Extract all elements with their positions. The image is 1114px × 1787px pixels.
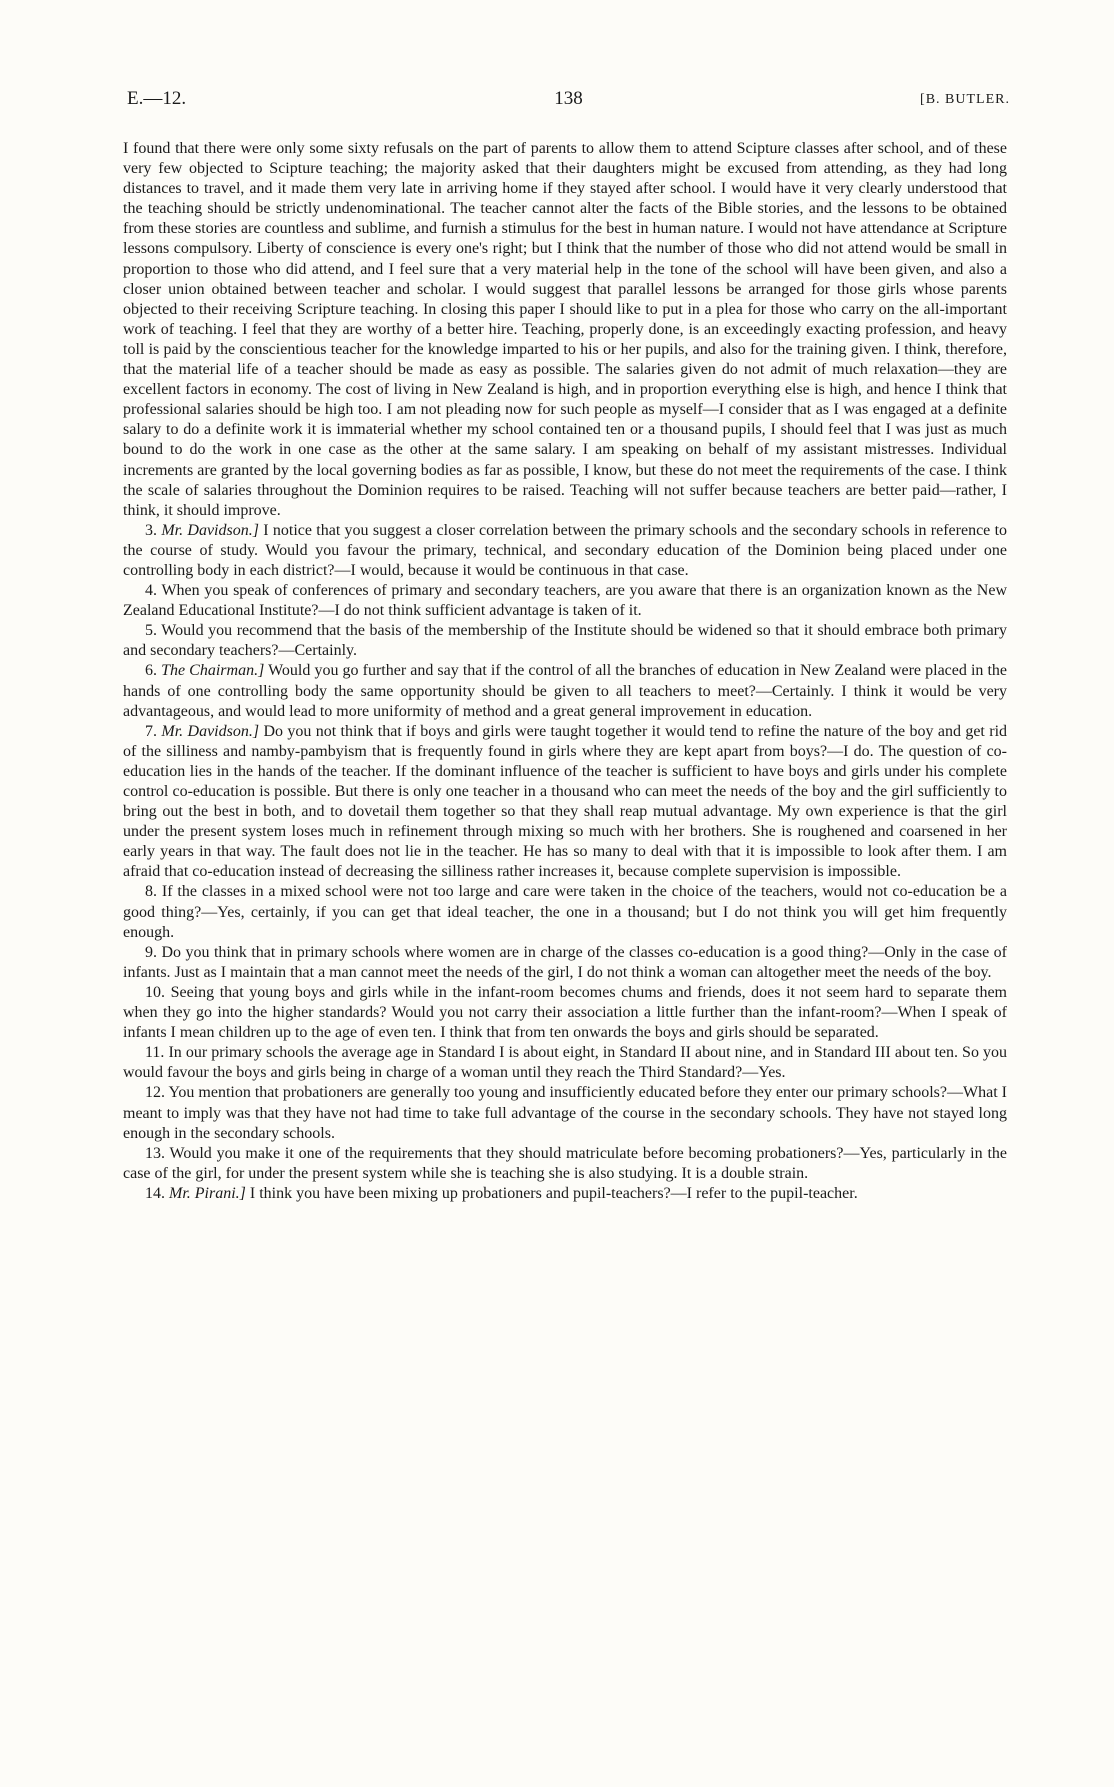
question-text: Would you recommend that the basis of the membership of the Institute should be widened so that it should embrace both primary and secondary teachers?—Certainly. [123, 622, 1008, 660]
question-number: 4. [145, 582, 157, 600]
question-number: 5. [145, 622, 157, 640]
question-4 [123, 581, 1007, 621]
page-number: 138 [554, 88, 583, 109]
question-number: 13. [145, 1144, 165, 1162]
speaker: Mr. Pirani.] [169, 1184, 246, 1202]
speaker: Mr. Davidson.] [161, 722, 260, 740]
question-13 [123, 1144, 1007, 1184]
speaker: The Chairman.] [161, 662, 265, 680]
question-text: You mention that probationers are generally too young and insufficiently educated before they enter our primary schools?—What I meant to imply was that they have not had time to take full advantage of the course in the secondary schools. They have not stayed long enough in the secondary schools. [123, 1084, 1008, 1142]
question-text: Do you not think that if boys and girls were taught together it would tend to refine the nature of the boy and get rid of the silliness and namby-pambyism that is frequently found in girls where they are kept apart from boys?—I do. The question of co-education lies in the hands of the teacher. If the dominant influence of the teacher is sufficient to have boys and girls under his complete control co-education is possible. But there is only one teacher in a thousand who can meet the needs of the boy and the girl sufficiently to bring out the best in both, and to dovetail them together so that they shall reap mutual advantage. My own experience is that the girl under the present system loses much in refinement through mixing so much with her brothers. She is roughened and coarsened in her early years in that way. The fault does not lie in the teacher. He has so many to deal with that it is impossible to look after them. I am afraid that co-education instead of decreasing the silliness rather increases it, because complete supervision is impossible. [123, 722, 1008, 881]
question-text: In our primary schools the average age in Standard I is about eight, in Standard II about nine, and in Standard III about ten. So you would favour the boys and girls being in charge of a woman until they reach the Third Standard?—Yes. [123, 1044, 1007, 1082]
question-number: 7. [145, 722, 157, 740]
question-6 [123, 661, 1007, 721]
question-number: 8. [145, 883, 157, 901]
question-text: Would you make it one of the requirements that they should matriculate before becoming probationers?—Yes, particularly in the case of the girl, for under the present system while she is teaching she is also studying. It is a double strain. [123, 1144, 1007, 1182]
question-text: Would you go further and say that if the control of all the branches of education in New Zealand were placed in the hands of one controlling body the same opportunity should be given to all teachers to meet?—Certainly. I think it would be very advantageous, and would lead to more uniformity of method and a great general improvement in education. [123, 662, 1008, 720]
question-14 [123, 1184, 1007, 1204]
question-number: 11. [145, 1044, 165, 1062]
question-7 [123, 722, 1007, 883]
question-text: If the classes in a mixed school were not too large and care were taken in the choice of the teachers, would not co-education be a good thing?—Yes, certainly, if you can get that ideal teacher, the one in a thousand; but I do not think you will get him frequently enough. [123, 883, 1008, 941]
question-text: I notice that you suggest a closer correlation between the primary schools and the secondary schools in reference to the course of study. Would you favour the primary, technical, and secondary education of the Dominion being placed under one controlling body in each district?—I would, because it would be continuous in that case. [123, 521, 1008, 579]
question-text: I think you have been mixing up probationers and pupil-teachers?—I refer to the pupil-teacher. [245, 1184, 858, 1202]
question-5 [123, 621, 1007, 661]
question-9 [123, 943, 1007, 983]
question-text: Do you think that in primary schools where women are in charge of the classes co-education is a good thing?—Only in the case of infants. Just as I maintain that a man cannot meet the needs of the girl, I do not think a woman can altogether meet the needs of the boy. [123, 943, 1008, 981]
question-text: When you speak of conferences of primary and secondary teachers, are you aware that there is an organization known as the New Zealand Educational Institute?—I do not think sufficient advantage is taken of it. [123, 582, 1007, 620]
question-number: 10. [145, 983, 165, 1001]
question-number: 3. [145, 521, 157, 539]
page-header [127, 88, 1010, 118]
witness-name: [B. BUTLER. [920, 92, 1010, 107]
paragraph-continuation: I found that there were only some sixty refusals on the part of parents to allow them to attend Scipture classes after school, and of these very few objected to Scipture teaching; the majority asked that their daughters might be excused from attending, as they had long distances to travel, and it made them very late in arriving home if they stayed after school. I would have it very clearly understood that the teaching should be strictly undenominational. The teacher cannot alter the facts of the Bible stories, and the lessons to be obtained from these stories are countless and sublime, and furnish a stimulus for the best in human nature. I would not have attendance at Scripture lessons compulsory. Liberty of conscience is every one's right; but I think that the number of those who did not attend would be small in proportion to those who did attend, and I feel sure that a very material help in the tone of the school will have been given, and also a closer union obtained between teacher and scholar. I would suggest that parallel lessons be arranged for those girls whose parents objected to their receiving Scripture teaching. In closing this paper I should like to put in a plea for those who carry on the all-important work of teaching. I feel that they are worthy of a better hire. Teaching, properly done, is an exceedingly exacting profession, and heavy toll is paid by the conscientious teacher for the knowledge imparted to his or her pupils, and also for the training given. I think, therefore, that the material life of a teacher should be made as easy as possible. The salaries given do not admit of much relaxation—they are excellent factors in economy. The cost of living in New Zealand is high, and in proportion everything else is high, and hence I think that professional salaries should be high too. I am not pleading now for such people as myself—I consider that as I was engaged at a definite salary to do a definite work it is immaterial whether my school contained ten or a thousand pupils, I should feel that I was just as much bound to do the work in one case as the other at the same salary. I am speaking on behalf of my assistant mistresses. Individual increments are granted by the local governing bodies as far as possible, I know, but these do not meet the requirements of the case. I think the scale of salaries throughout the Dominion requires to be raised. Teaching will not suffer because teachers are better paid—rather, I think, it should improve. [123, 140, 1007, 519]
document-body [123, 139, 1007, 1204]
question-11 [123, 1043, 1007, 1083]
question-text: Seeing that young boys and girls while in the infant-room becomes chums and friends, does it not seem hard to separate them when they go into the higher standards? Would you not carry their association a little further than the infant-room?—When I speak of infants I mean children up to the age of even ten. I think that from ten onwards the boys and girls should be separated. [123, 983, 1007, 1042]
question-number: 12. [145, 1084, 165, 1102]
speaker: Mr. Davidson.] [161, 521, 259, 539]
question-3 [123, 521, 1007, 581]
document-reference: E.—12. [127, 88, 187, 109]
question-number: 9. [145, 943, 157, 961]
question-10 [123, 983, 1007, 1043]
question-8 [123, 882, 1007, 942]
question-12 [123, 1083, 1007, 1143]
question-number: 14. [145, 1184, 165, 1202]
question-number: 6. [145, 662, 157, 680]
